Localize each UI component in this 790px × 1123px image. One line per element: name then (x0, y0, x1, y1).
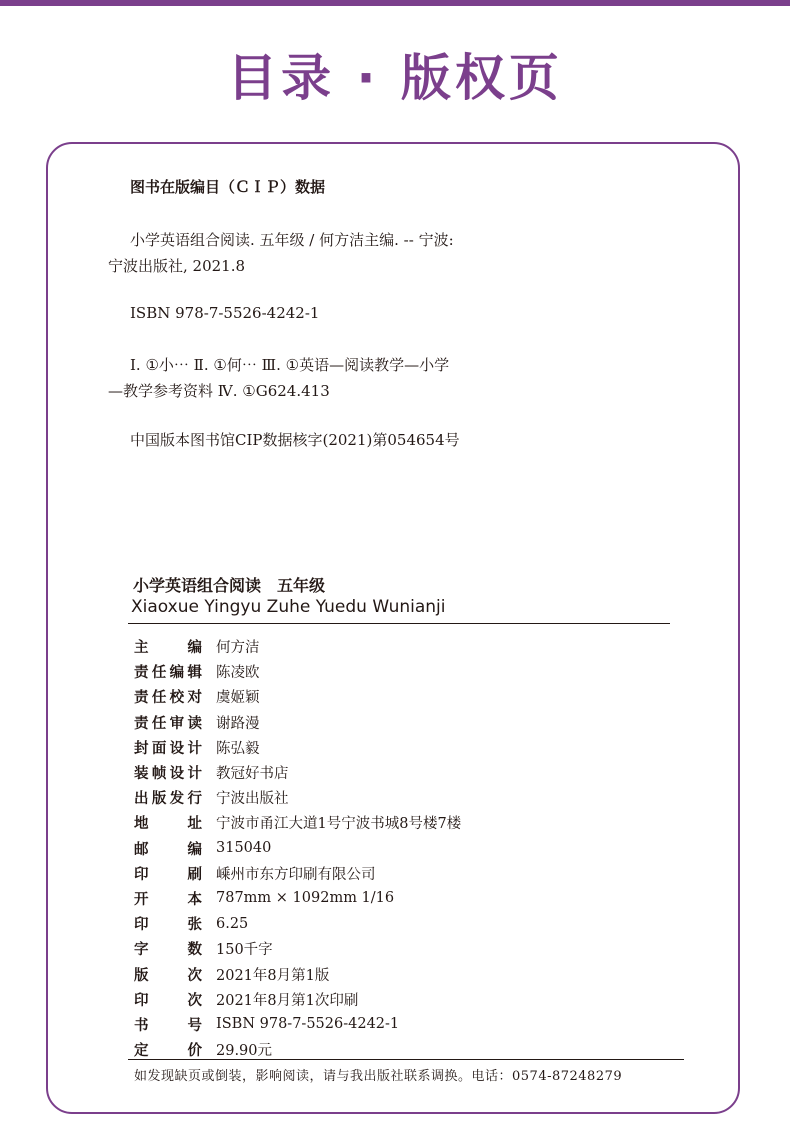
credit-value: 6.25 (216, 915, 249, 932)
credit-value: 虞姬颖 (216, 690, 260, 707)
credit-row (134, 785, 461, 810)
credit-label: 定价 (134, 1043, 202, 1060)
cip-line: 宁波出版社, 2021.8 (108, 257, 246, 275)
credit-row (134, 987, 461, 1012)
credit-value: 150千字 (216, 942, 273, 959)
credit-value: 何方洁 (216, 640, 260, 657)
cip-heading: 图书在版编目（ＣＩＰ）数据 (130, 178, 326, 196)
credit-row (134, 735, 461, 760)
credit-label: 印张 (134, 917, 202, 934)
credit-value: 谢路漫 (216, 715, 260, 732)
credit-value: 宁波出版社 (216, 791, 289, 808)
credit-row (134, 961, 461, 986)
credit-row (134, 684, 461, 709)
credit-label: 装帧设计 (134, 766, 202, 783)
divider (128, 623, 670, 624)
credit-value: 787mm × 1092mm 1/16 (216, 890, 395, 907)
book-title: 小学英语组合阅读 五年级 (133, 576, 326, 595)
credit-label: 版次 (134, 967, 202, 984)
credit-value: 嵊州市东方印刷有限公司 (216, 866, 376, 883)
credit-label: 印刷 (134, 866, 202, 883)
footer-note: 如发现缺页或倒装，影响阅读，请与我出版社联系调换。电话：0574-87248279 (134, 1069, 623, 1084)
credit-label: 责任校对 (134, 690, 202, 707)
credit-value: 陈凌欧 (216, 665, 260, 682)
credit-value: 教冠好书店 (216, 766, 289, 783)
cip-classification: Ⅰ. ①小⋯ Ⅱ. ①何⋯ Ⅲ. ①英语—阅读教学—小学 (130, 356, 450, 374)
credit-row (134, 1012, 461, 1037)
credit-label: 字数 (134, 942, 202, 959)
credit-value: 2021年8月第1次印刷 (216, 992, 359, 1009)
cip-line: 小学英语组合阅读. 五年级 / 何方洁主编. -- 宁波: (130, 231, 454, 249)
credits-list (134, 634, 461, 1062)
credit-value: 2021年8月第1版 (216, 967, 330, 984)
top-accent-bar (0, 0, 790, 6)
cip-isbn: ISBN 978-7-5526-4242-1 (130, 304, 320, 322)
credit-label: 开本 (134, 891, 202, 908)
cip-number: 中国版本图书馆CIP数据核字(2021)第054654号 (130, 431, 460, 449)
divider (128, 1059, 684, 1060)
credit-value: 315040 (216, 840, 272, 857)
credit-value: 陈弘毅 (216, 740, 260, 757)
credit-row (134, 810, 461, 835)
page-title: 目录 · 版权页 (227, 49, 563, 107)
credit-label: 出版发行 (134, 791, 202, 808)
credit-value: 29.90元 (216, 1043, 273, 1060)
credit-row (134, 936, 461, 961)
credit-label: 地址 (134, 816, 202, 833)
book-pinyin: Xiaoxue Yingyu Zuhe Yuedu Wunianji (131, 597, 446, 617)
cip-classification: —教学参考资料 Ⅳ. ①G624.413 (108, 382, 330, 400)
credit-label: 邮编 (134, 841, 202, 858)
credit-row (134, 760, 461, 785)
credit-row (134, 911, 461, 936)
credit-row (134, 861, 461, 886)
credit-row (134, 634, 461, 659)
credit-label: 印次 (134, 992, 202, 1009)
credit-label: 封面设计 (134, 740, 202, 757)
credit-row (134, 886, 461, 911)
credit-label: 主编 (134, 640, 202, 657)
credit-value: ISBN 978-7-5526-4242-1 (216, 1016, 400, 1033)
credit-row (134, 659, 461, 684)
credit-label: 责任编辑 (134, 665, 202, 682)
credit-label: 书号 (134, 1017, 202, 1034)
credit-value: 宁波市甬江大道1号宁波书城8号楼7楼 (216, 816, 462, 833)
credit-label: 责任审读 (134, 715, 202, 732)
credit-row (134, 710, 461, 735)
credit-row (134, 836, 461, 861)
